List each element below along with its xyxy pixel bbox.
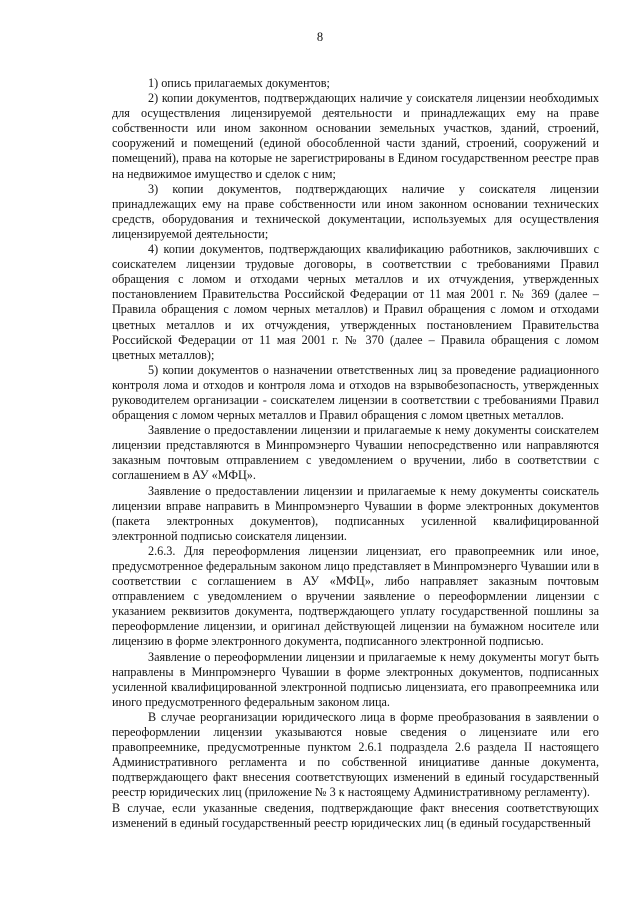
paragraph-list-item-4: 4) копии документов, подтверждающих квалификацию работников, заключивших с соискателем лицензии трудовые договоры, в соответствии с требованиями Правил обращения с ломом и отходами черных металлов и их отчуждения, утвержденных постановлением Правительства Российской Федерации от 11 мая 2001 г. № 369 (далее – Правила обращения с ломом черных металлов) и Правил обращения с ломом и отходами цветных металлов и их отчуждения, утвержденных постановлением Правительства Российской Федерации от 11 мая 2001 г. № 370 (далее – Правила обращения с ломом цветных металлов); [112, 242, 599, 362]
paragraph-list-item-5: 5) копии документов о назначении ответственных лиц за проведение радиационного контроля лома и отходов и контроля лома и отходов на взрывобезопасность, утвержденных руководителем организации - соискателем лицензии в соответствии с требованиями Правил обращения с ломом черных металлов и Правил обращения с ломом цветных металлов. [112, 362, 599, 423]
paragraph-list-item-3: 3) копии документов, подтверждающих наличие у соискателя лицензии принадлежащих ему на праве собственности или ином законном основании технических средств, оборудования и технической документации, используемых для осуществления лицензируемой деятельности; [112, 181, 599, 241]
paragraph-reissue-electronic: Заявление о переоформлении лицензии и прилагаемые к нему документы могут быть направлены в Минпромэнерго Чувашии в форме электронных документов, подписанных усиленной квалифицированной электронной подписью лицензиата, его правопреемника или иного предусмотренного федеральным законом лица. [112, 649, 599, 709]
paragraph-submission-methods: Заявление о предоставлении лицензии и прилагаемые к нему документы соискателем лицензии представляются в Минпромэнерго Чувашии непосредственно или направляются заказным почтовым отправлением с уведомлением о вручении, либо в соответствии с соглашением в АУ «МФЦ». [112, 423, 599, 483]
paragraph-reorganization: В случае реорганизации юридического лица в форме преобразования в заявлении о переоформлении лицензии указываются новые сведения о лицензиате или его правопреемнике, предусмотренные пунктом 2.6.1 подраздела 2.6 раздела II настоящего Административного регламента и по собственной инициативе данные документа, подтверждающего факт внесения соответствующих изменений в единый государственный реестр юридических лиц (приложение № 3 к настоящему Административному регламенту). [112, 709, 599, 800]
paragraph-2-6-3-reissue: 2.6.3. Для переоформления лицензии лицензиат, его правопреемник или иное, предусмотренное федеральным законом лицо представляет в Минпромэнерго Чувашии или в соответствии с соглашением в АУ «МФЦ», либо направляет заказным почтовым отправлением с уведомлением о вручении заявление о переоформлении лицензии с указанием реквизитов документа, подтверждающего уплату государственной пошлины за переоформление лицензии, и оригинал действующей лицензии на бумажном носителе или лицензию в форме электронного документа, подписанного электронной подписью. [112, 543, 599, 649]
paragraph-list-item-1: 1) опись прилагаемых документов; [148, 76, 330, 90]
page-number: 8 [316, 30, 324, 44]
paragraph-electronic-submission: Заявление о предоставлении лицензии и прилагаемые к нему документы соискатель лицензии вправе направить в Минпромэнерго Чувашии в форме электронных документов (пакета электронных документов), подписанных усиленной квалифицированной электронной подписью соискателя лицензии. [112, 483, 599, 543]
body-text [112, 76, 599, 831]
paragraph-reorganization-continued: В случае, если указанные сведения, подтверждающие факт внесения соответствующих изменений в единый государственный реестр юридических лиц (в единый государственный [112, 800, 599, 830]
paragraph-list-item-2: 2) копии документов, подтверждающих наличие у соискателя лицензии необходимых для осуществления лицензируемой деятельности и принадлежащих ему на праве собственности или ином законном основании земельных участков, зданий, строений, сооружений и помещений (единой обособленной части зданий, строений, сооружений и помещений), права на которые не зарегистрированы в Едином государственном реестре прав на недвижимое имущество и сделок с ним; [112, 91, 599, 181]
